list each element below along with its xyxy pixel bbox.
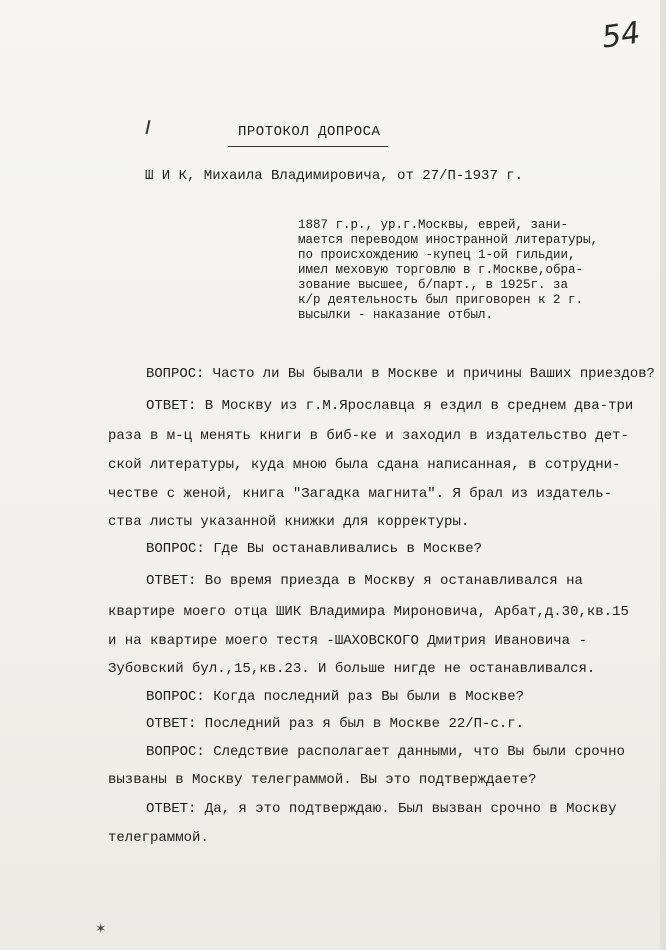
answer-line: ОТВЕТ: Да, я это подтверждаю. Был вызван срочно в Москву: [146, 801, 617, 817]
answer-line: ОТВЕТ: В Москву из г.М.Ярославца я ездил в среднем два-три: [146, 398, 634, 414]
subject-line: Ш И К, Михаила Владимировича, от 27/П-1937 г.: [145, 168, 524, 184]
body-text-line: телеграммой.: [108, 830, 209, 846]
question-line: ВОПРОС: Когда последний раз Вы были в Москве?: [146, 689, 525, 705]
body-text-line: квартире моего отца ШИК Владимира Мироновича, Арбат,д.30,кв.15: [108, 604, 629, 620]
bio-line: 1887 г.р., ур.г.Москвы, еврей, зани-: [298, 218, 569, 232]
scan-mark: ✶: [96, 920, 106, 938]
body-text-line: честве с женой, книга "Загадка магнита". Я брал из издатель-: [108, 486, 613, 502]
bio-line: мается переводом иностранной литературы,: [298, 233, 599, 247]
answer-line: ОТВЕТ: Во время приезда в Москву я останавливался на: [146, 573, 583, 589]
question-line: ВОПРОС: Часто ли Вы бывали в Москве и причины Ваших приездов?: [146, 366, 655, 382]
bio-line: имел меховую торговлю в г.Москве,обра-: [298, 263, 584, 277]
bio-line: высылки - наказание отбыл.: [298, 308, 494, 322]
bio-line: по происхождению -купец 1-ой гильдии,: [298, 248, 576, 262]
body-text-line: и на квартире моего тестя -ШАХОВСКОГО Дмитрия Ивановича -: [108, 633, 587, 649]
page-edge: [660, 0, 666, 950]
body-text-line: ства листы указанной книжки для корректуры.: [108, 514, 470, 530]
body-text-line: вызваны в Москву телеграммой. Вы это подтверждаете?: [108, 772, 537, 788]
biography-block: [298, 218, 643, 323]
question-line: ВОПРОС: Где Вы останавливались в Москве?: [146, 541, 483, 557]
document-title: ПРОТОКОЛ ДОПРОСА: [238, 124, 381, 140]
answer-line: ОТВЕТ: Последний раз я был в Москве 22/П-с.г.: [146, 716, 525, 732]
body-text-line: Зубовский бул.,15,кв.23. И больше нигде не останавливался.: [108, 661, 596, 677]
pen-mark: [146, 120, 151, 134]
question-line: ВОПРОС: Следствие располагает данными, что Вы были срочно: [146, 744, 625, 760]
bio-line: зование высшее, б/парт., в 1925г. за: [298, 278, 569, 292]
title-underline: [228, 146, 388, 147]
page-number: 54: [599, 15, 643, 56]
body-text-line: раза в м-ц менять книги в биб-ке и заходил в издательство дет-: [108, 428, 629, 444]
body-text-line: ской литературы, куда мною была сдана написанная, в сотрудни-: [108, 457, 621, 473]
bio-line: к/р деятельность был приговорен к 2 г.: [298, 293, 584, 307]
